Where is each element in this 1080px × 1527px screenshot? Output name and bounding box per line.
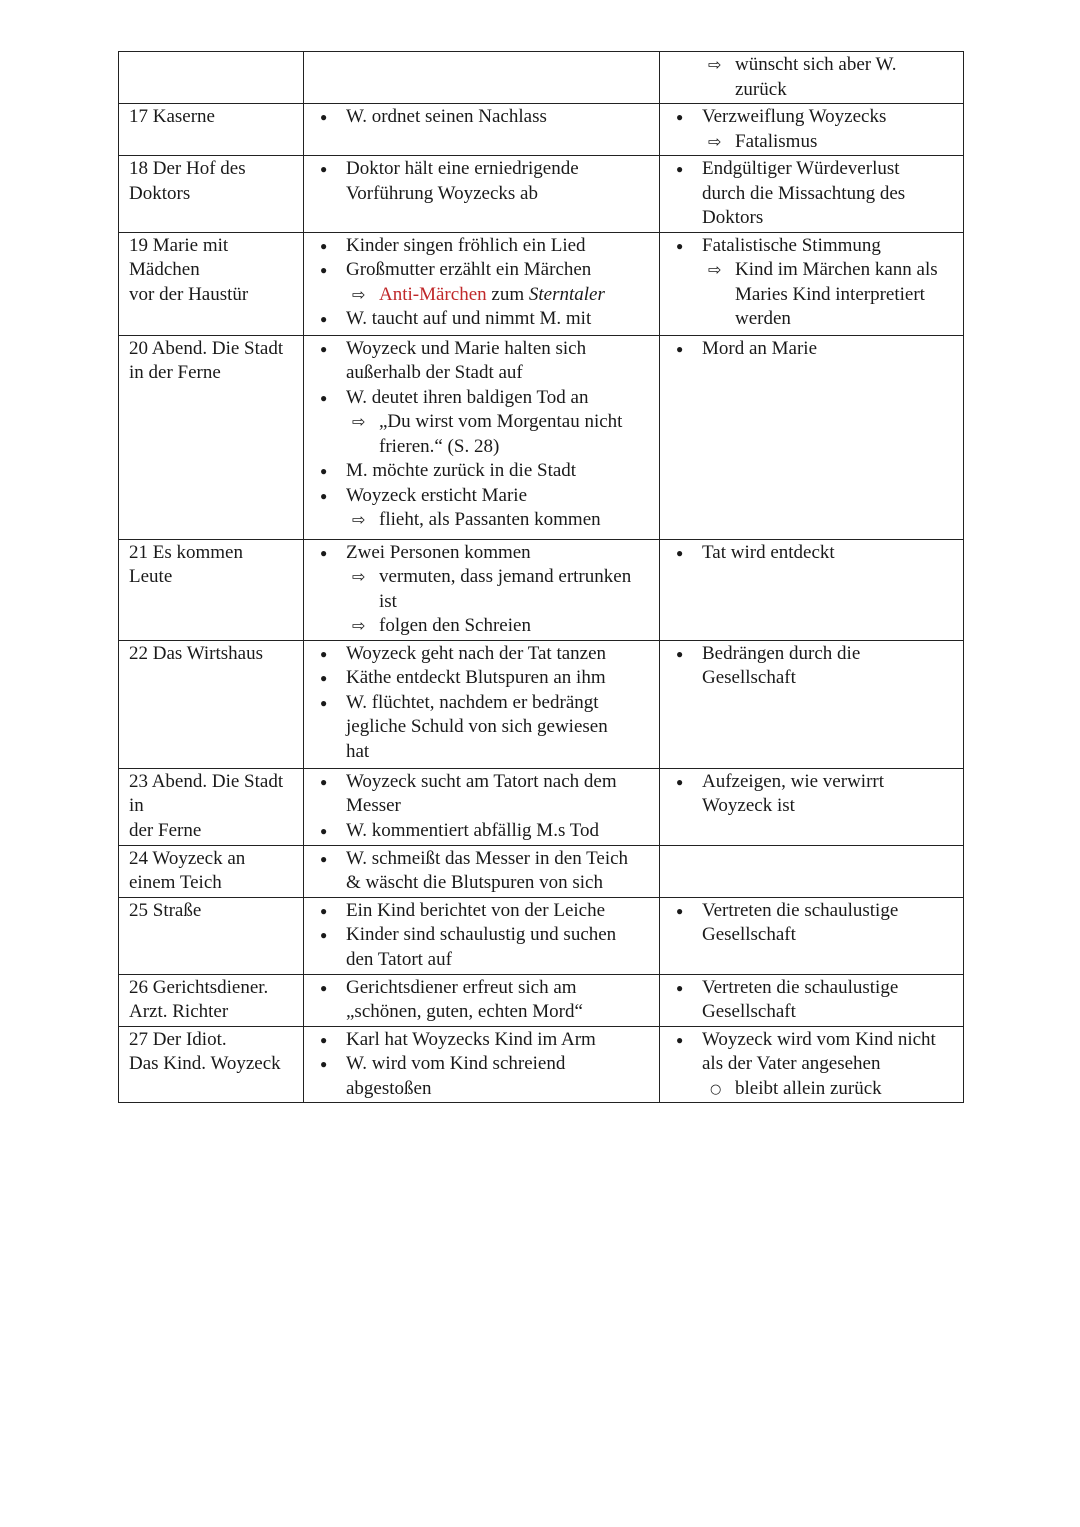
arrow-item [670, 130, 957, 155]
continuation-line: Maries Kind interpretiert [735, 283, 925, 305]
continuation-line: zurück [735, 78, 787, 100]
table-row [119, 232, 964, 335]
bullet-item: ● Karl hat Woyzecks Kind im Arm [314, 1028, 653, 1053]
arrow-text: wünscht sich aber W. [735, 54, 897, 75]
plot-cell [304, 897, 660, 974]
meaning-cell [660, 104, 964, 156]
meaning-cell [660, 897, 964, 974]
connector-text: zum [486, 283, 529, 305]
continuation-line: Gesellschaft [702, 667, 796, 688]
scene-title-line: in der Ferne [129, 362, 221, 383]
scene-cell [119, 232, 304, 335]
bullet-item: ● Zwei Personen kommen [314, 541, 653, 566]
meaning-cell [660, 845, 964, 897]
bullet-item: ● Verzweiflung Woyzecks [670, 105, 957, 130]
scene-cell [119, 1026, 304, 1103]
right-arrow-icon: ⇨ [352, 284, 366, 304]
continuation-line: Woyzeck ist [702, 795, 795, 816]
scene-cell [119, 539, 304, 640]
scene-title-line: 24 Woyzeck an [129, 847, 246, 869]
bullet-item: ● Vertreten die schaulustige [670, 899, 957, 924]
meaning-cell [660, 335, 964, 539]
plot-cell [304, 539, 660, 640]
right-arrow-icon: ⇨ [708, 131, 722, 151]
bullet-item: ● Woyzeck ersticht Marie [314, 484, 653, 509]
continuation-line: jegliche Schuld von sich gewiesen [346, 716, 608, 737]
bullet-item: ● W. deutet ihren baldigen Tod an [314, 386, 653, 411]
table-row [119, 640, 964, 768]
table-row [119, 52, 964, 104]
right-arrow-icon: ⇨ [352, 616, 366, 635]
bullet-item: ● Woyzeck geht nach der Tat tanzen [314, 642, 653, 667]
meaning-cell [660, 1026, 964, 1103]
arrow-text: flieht, als Passanten kommen [379, 509, 601, 530]
scene-title-line: 22 Das Wirtshaus [129, 642, 263, 664]
table-row [119, 104, 964, 156]
table-row [119, 768, 964, 845]
scene-cell [119, 845, 304, 897]
continuation-line: werden [735, 308, 791, 329]
arrow-text: folgen den Schreien [379, 615, 531, 636]
arrow-item [670, 53, 957, 78]
plot-cell [304, 845, 660, 897]
continuation-line: Vorführung Woyzecks ab [346, 182, 538, 204]
meaning-cell [660, 640, 964, 768]
scene-title-line: der Ferne [129, 819, 202, 841]
scene-title-line: 21 Es kommen [129, 541, 243, 563]
scene-title-line: vor der Haustür [129, 283, 249, 305]
bullet-item: ● Aufzeigen, wie verwirrt [670, 770, 957, 795]
arrow-item [314, 508, 653, 533]
right-arrow-icon: ⇨ [352, 567, 366, 586]
meaning-cell [660, 539, 964, 640]
arrow-item [314, 614, 653, 639]
table-row [119, 845, 964, 897]
italic-title: Sterntaler [528, 283, 605, 305]
scene-title-line: 18 Der Hof des [129, 158, 246, 179]
scene-title-line: 25 Straße [129, 899, 202, 921]
table-row [119, 335, 964, 539]
bullet-item: ● Doktor hält eine erniedrigende [314, 157, 653, 182]
scene-cell [119, 104, 304, 156]
meaning-cell [660, 974, 964, 1026]
bullet-item: ● Käthe entdeckt Blutspuren an ihm [314, 666, 653, 691]
bullet-item: ● Bedrängen durch die [670, 642, 957, 667]
scene-title-line: Das Kind. Woyzeck [129, 1053, 281, 1074]
bullet-item: ● Kinder sind schaulustig und suchen [314, 923, 653, 948]
scene-title-line: 19 Marie mit [129, 234, 229, 256]
scene-title-line: 27 Der Idiot. [129, 1028, 227, 1050]
arrow-text: Fatalismus [735, 130, 818, 152]
table-row [119, 897, 964, 974]
scene-title-line: Doktors [129, 182, 191, 204]
continuation-line: Gesellschaft [702, 1001, 796, 1022]
plot-cell [304, 640, 660, 768]
continuation-line: Doktors [702, 207, 764, 228]
bullet-item: ● Großmutter erzählt ein Märchen [314, 258, 653, 283]
scene-cell [119, 768, 304, 845]
bullet-item: ● Tat wird entdeckt [670, 541, 957, 566]
continuation-line: Gesellschaft [702, 924, 796, 945]
meaning-cell [660, 52, 964, 104]
bullet-item: ● Ein Kind berichtet von der Leiche [314, 899, 653, 924]
arrow-text: Kind im Märchen kann als [735, 259, 938, 280]
scene-analysis-table [118, 51, 964, 1103]
meaning-cell [660, 156, 964, 233]
continuation-line: als der Vater angesehen [702, 1053, 881, 1074]
plot-cell [304, 768, 660, 845]
bullet-item: ● W. flüchtet, nachdem er bedrängt [314, 691, 653, 716]
bullet-item: ● Woyzeck und Marie halten sich [314, 337, 653, 362]
meaning-cell [660, 232, 964, 335]
table-row [119, 974, 964, 1026]
continuation-line: Messer [346, 795, 401, 816]
right-arrow-icon: ⇨ [352, 412, 366, 431]
bullet-item: ● Gerichtsdiener erfreut sich am [314, 976, 653, 1001]
scene-cell [119, 640, 304, 768]
bullet-item: ● W. schmeißt das Messer in den Teich [314, 847, 653, 872]
right-arrow-icon: ⇨ [352, 510, 366, 529]
bullet-item: ● W. kommentiert abfällig M.s Tod [314, 819, 653, 844]
bullet-item: ● Woyzeck sucht am Tatort nach dem [314, 770, 653, 795]
continuation-line: „schönen, guten, echten Mord“ [346, 1001, 583, 1022]
bullet-item: ● Endgültiger Würdeverlust [670, 157, 957, 182]
scene-cell [119, 974, 304, 1026]
arrow-item [314, 565, 653, 590]
right-arrow-icon: ⇨ [708, 55, 722, 74]
scene-title-line: 23 Abend. Die Stadt [129, 770, 284, 792]
bullet-item: ● Woyzeck wird vom Kind nicht [670, 1028, 957, 1053]
meaning-cell [660, 768, 964, 845]
table-body [119, 52, 964, 1103]
scene-cell [119, 52, 304, 104]
scene-title-line: 26 Gerichtsdiener. [129, 976, 269, 998]
continuation-line: frieren.“ (S. 28) [379, 435, 500, 457]
continuation-line: außerhalb der Stadt auf [346, 362, 523, 383]
continuation-line: den Tatort auf [346, 948, 452, 970]
bullet-item: ● Kinder singen fröhlich ein Lied [314, 234, 653, 259]
arrow-text: vermuten, dass jemand ertrunken [379, 566, 632, 587]
bullet-item: ● Mord an Marie [670, 337, 957, 362]
plot-cell [304, 974, 660, 1026]
arrow-text: „Du wirst vom Morgentau nicht [379, 411, 623, 432]
sub-bullet-item: ○ bleibt allein zurück [670, 1077, 957, 1102]
plot-cell [304, 1026, 660, 1103]
table-row [119, 539, 964, 640]
plot-cell [304, 52, 660, 104]
highlight-text: Anti-Märchen [379, 283, 487, 305]
scene-title-line: Mädchen [129, 259, 200, 280]
scene-title-line: Arzt. Richter [129, 1001, 229, 1022]
right-arrow-icon: ⇨ [708, 260, 722, 279]
scene-cell [119, 156, 304, 233]
continuation-line: ist [379, 590, 397, 612]
scene-cell [119, 897, 304, 974]
continuation-line: abgestoßen [346, 1077, 432, 1099]
plot-cell [304, 156, 660, 233]
arrow-item [670, 258, 957, 283]
bullet-item: ● Vertreten die schaulustige [670, 976, 957, 1001]
plot-cell [304, 104, 660, 156]
scene-cell [119, 335, 304, 539]
table-row [119, 1026, 964, 1103]
scene-title-line: 17 Kaserne [129, 106, 215, 127]
scene-title-line: 20 Abend. Die Stadt [129, 337, 284, 359]
scene-title-line: einem Teich [129, 872, 222, 893]
bullet-item: ● W. wird vom Kind schreiend [314, 1052, 653, 1077]
continuation-line: & wäscht die Blutspuren von sich [346, 872, 603, 893]
arrow-item [314, 283, 653, 308]
continuation-line: hat [346, 740, 370, 762]
plot-cell [304, 335, 660, 539]
bullet-item: ● W. taucht auf und nimmt M. mit [314, 307, 653, 332]
plot-cell [304, 232, 660, 335]
bullet-item: ● Fatalistische Stimmung [670, 234, 957, 259]
continuation-line: durch die Missachtung des [702, 182, 906, 204]
bullet-item: ● M. möchte zurück in die Stadt [314, 459, 653, 484]
bullet-item: ● W. ordnet seinen Nachlass [314, 105, 653, 130]
table-row [119, 156, 964, 233]
scene-title-line: Leute [129, 566, 173, 587]
arrow-item [314, 410, 653, 435]
scene-title-line: in [129, 795, 144, 816]
